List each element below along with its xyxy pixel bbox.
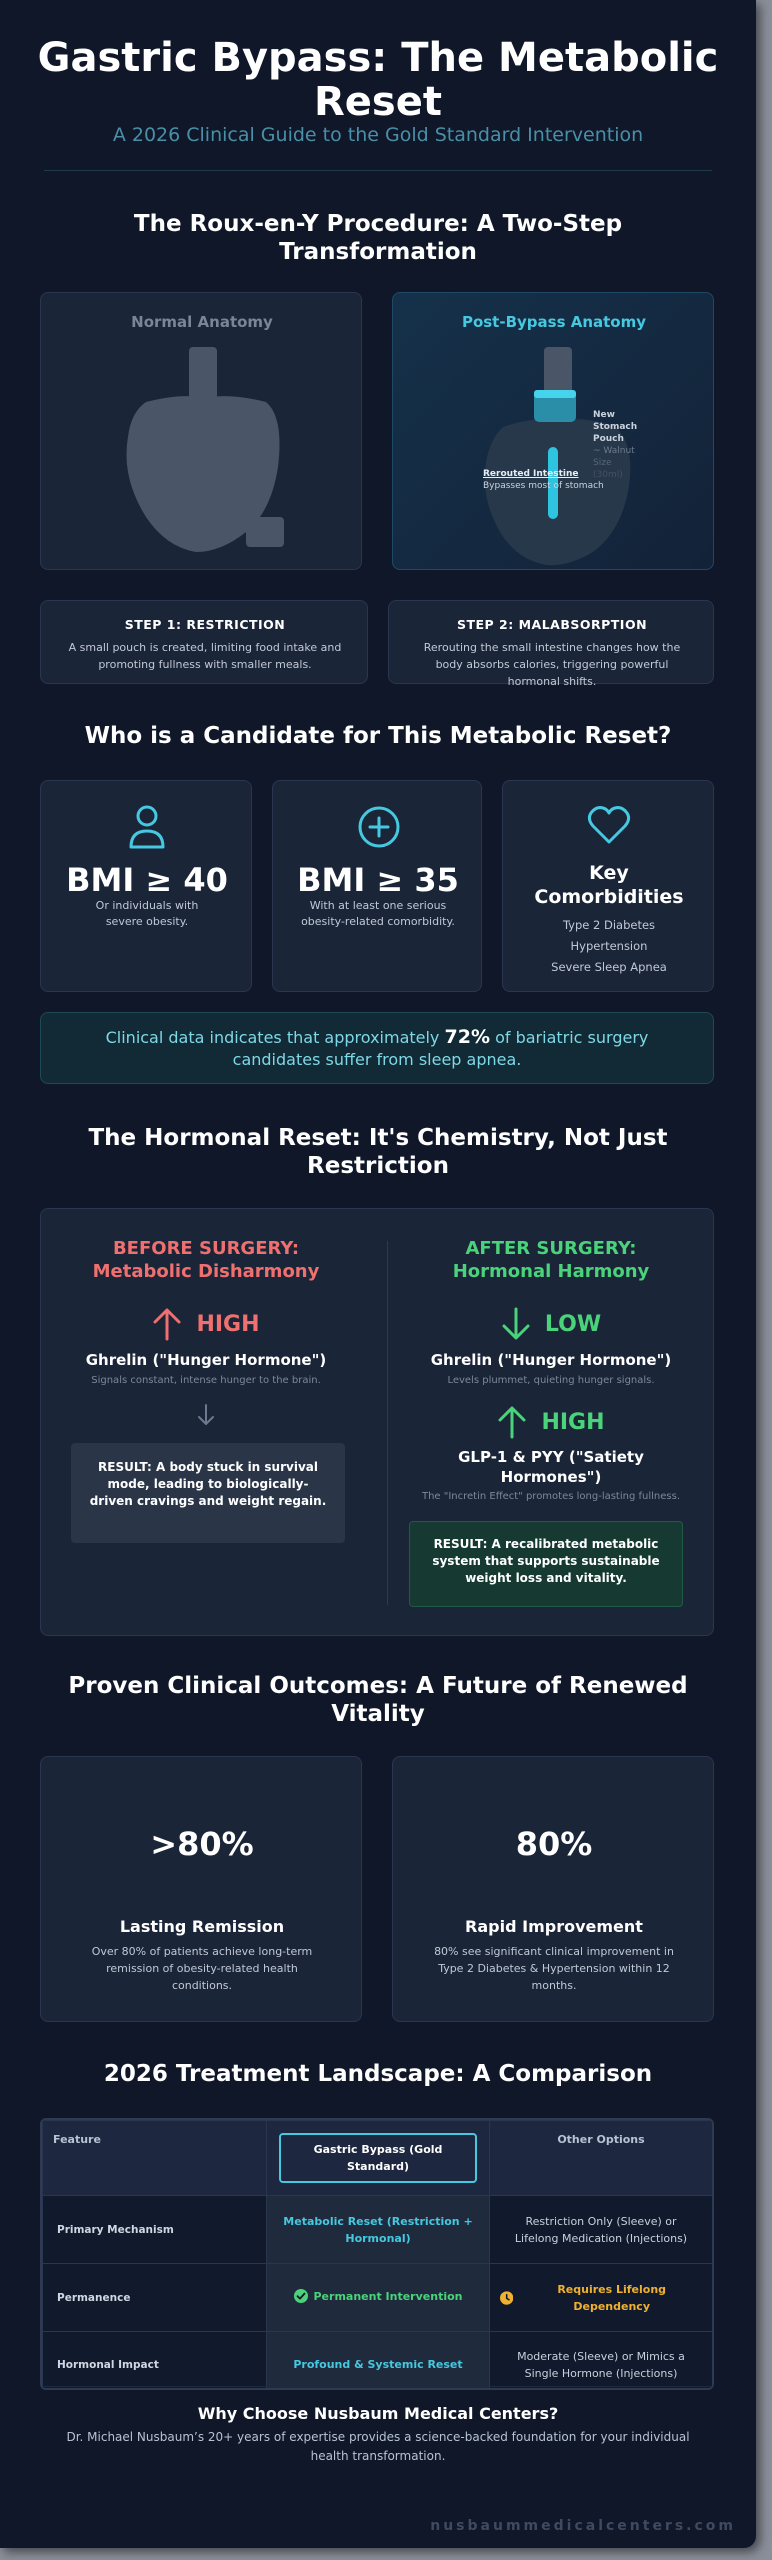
improvement-card [392,1756,714,2022]
before-title-1: BEFORE SURGERY: [112,1238,300,1259]
after-title-1: AFTER SURGERY: [465,1238,637,1259]
before-hormone: Ghrelin ("Hunger Hormone") [85,1351,327,1369]
remission-value: >80% [150,1825,254,1863]
footer-text: Dr. Michael Nusbaum’s 20+ years of expertise provides a science-backed foundation for your individual health transformation. [66,2430,690,2463]
footer-divider [44,2386,712,2387]
step1-card [40,600,368,684]
candidate-title: Who is a Candidate for This Metabolic Reset? [84,723,672,749]
pouch-note-1: ~ Walnut [593,446,635,456]
after-hormone-2-line-2: Hormones") [500,1468,602,1486]
title-line-2: Reset [314,79,442,125]
pouch-note-3: (30ml) [593,470,623,480]
after-hormone-2 [387,1447,715,1487]
comorbidity-item: Type 2 Diabetes [562,918,656,932]
outcomes-title [60,1672,696,1728]
post-bypass-label: Post-Bypass Anatomy [461,313,647,331]
comorbidity-item: Hypertension [570,939,648,953]
pouch-label-2: Stomach [593,422,638,432]
improvement-text: 80% see significant clinical improvement in Type 2 Diabetes & Hypertension within 12 months. [434,1945,674,1992]
header-bypass-label: Gastric Bypass (Gold Standard) [279,2133,477,2183]
procedure-title-line-1: The Roux-en-Y Procedure: A Two-Step [133,211,623,237]
stat-pre: Clinical data indicates that approximately [105,1027,440,1047]
arrow-down-icon [501,1307,531,1341]
after-level-2: HIGH [541,1409,605,1435]
row-other [490,2264,713,2332]
table-row [43,2332,713,2391]
pouch-note-2: Size [593,458,612,468]
after-title-2: Hormonal Harmony [452,1261,650,1282]
step2-text: Rerouting the small intestine changes how the body absorbs calories, triggering powerful hormonal shifts. [423,641,681,688]
normal-anatomy-label: Normal Anatomy [131,313,273,331]
hormonal-title [60,1124,696,1180]
arrow-up-icon [497,1405,527,1439]
stat-value: 72% [444,1025,490,1048]
remission-card [40,1756,362,2022]
improvement-title: Rapid Improvement [465,1917,643,1936]
page-subtitle: A 2026 Clinical Guide to the Gold Standard Intervention [112,124,644,146]
after-level-row-1 [387,1307,715,1341]
before-level-row [41,1307,371,1341]
comorbidities-title [503,861,715,909]
after-level-1: LOW [544,1311,602,1337]
comparison-title: 2026 Treatment Landscape: A Comparison [103,2061,653,2087]
table-header-row [43,2121,713,2196]
row-feature: Hormonal Impact [43,2332,267,2391]
comorbidity-item: Severe Sleep Apnea [551,960,667,974]
before-title [41,1237,371,1283]
bmi-40-text: Or individuals with severe obesity. [95,899,199,928]
after-level-row-2 [387,1405,715,1439]
bmi-35-value: BMI ≥ 35 [297,861,459,899]
post-bypass-anatomy-card [392,292,714,570]
before-note: Signals constant, intense hunger to the brain. [91,1375,321,1386]
normal-stomach-icon [116,347,296,557]
comorbidities-card [502,780,714,992]
hormonal-card [40,1208,714,1636]
footer-url: nusbaummedicalcenters.com [430,2518,736,2534]
row-feature: Permanence [43,2264,267,2332]
arrow-up-icon [152,1307,182,1341]
bmi-35-card [272,780,482,992]
sleep-apnea-stat-text [71,1026,683,1071]
after-note-1: Levels plummet, quieting hunger signals. [447,1375,655,1386]
pouch-label-3: Pouch [593,434,624,444]
row-other-text: Requires Lifelong Dependency [557,2282,667,2313]
comparison-table [40,2118,714,2390]
bmi-40-value: BMI ≥ 40 [66,861,228,899]
after-note-2: The "Incretin Effect" promotes long-lasting fullness. [421,1491,681,1502]
remission-title: Lasting Remission [119,1917,285,1936]
row-bypass [267,2264,490,2332]
bmi-35-text: With at least one serious obesity-related comorbidity. [301,899,455,928]
row-other: Restriction Only (Sleeve) or Lifelong Medication (Injections) [490,2196,713,2264]
outcomes-title-line-2: Vitality [331,1701,425,1727]
header-bypass [267,2121,490,2196]
before-level: HIGH [196,1311,260,1337]
comorbidities-title-2: Comorbidities [534,886,684,908]
stat-post: of bariatric surgery candidates suffer from sleep apnea. [232,1027,649,1069]
comorbidities-title-1: Key [589,862,629,884]
row-other-content [500,2281,702,2315]
footer-title: Why Choose Nusbaum Medical Centers? [197,2404,559,2423]
comorbidities-list [503,915,715,978]
sleep-apnea-stat [40,1012,714,1084]
step2-card [388,600,714,688]
after-hormone-1: Ghrelin ("Hunger Hormone") [430,1351,672,1369]
intestine-note: Bypasses most of stomach [483,481,604,491]
step1-title: STEP 1: RESTRICTION [124,617,286,632]
row-bypass-text: Permanent Intervention [313,2289,463,2303]
row-feature: Primary Mechanism [43,2196,267,2264]
clock-icon [500,2291,513,2305]
hormonal-title-line-1: The Hormonal Reset: It's Chemistry, Not Just [88,1125,668,1151]
procedure-title [60,210,696,266]
pouch-label-1: New [593,410,615,420]
after-hormone-2-line-1: GLP-1 & PYY ("Satiety [458,1448,644,1466]
table-row [43,2264,713,2332]
normal-anatomy-card [40,292,362,570]
header-other: Other Options [490,2121,713,2196]
plus-circle-icon [357,805,401,849]
improvement-value: 80% [515,1825,593,1863]
before-result: RESULT: A body stuck in survival mode, leading to biologically-driven cravings and weight regain. [71,1443,345,1543]
page-title [0,36,756,124]
table-row [43,2196,713,2264]
arrow-down-icon [196,1403,216,1427]
check-circle-icon [294,2289,308,2303]
bmi-40-card [40,780,252,992]
row-bypass: Metabolic Reset (Restriction + Hormonal) [267,2196,490,2264]
heart-icon [587,805,631,845]
outcomes-title-line-1: Proven Clinical Outcomes: A Future of Renewed [68,1673,688,1699]
hormonal-title-line-2: Restriction [307,1153,449,1179]
intestine-label: Rerouted Intestine [483,469,579,479]
title-line-1: Gastric Bypass: The Metabolic [37,35,719,81]
row-other: Moderate (Sleeve) or Mimics a Single Hormone (Injections) [490,2332,713,2391]
row-bypass-content [294,2289,463,2303]
remission-text: Over 80% of patients achieve long-term remission of obesity-related health conditions. [91,1945,313,1992]
step2-title: STEP 2: MALABSORPTION [456,617,648,632]
step1-text: A small pouch is created, limiting food intake and promoting fullness with smaller meals. [68,641,342,671]
header-feature: Feature [43,2121,267,2196]
after-result: RESULT: A recalibrated metabolic system that supports sustainable weight loss and vitality. [409,1521,683,1607]
after-title [387,1237,715,1283]
person-icon [127,805,167,849]
divider [44,170,712,171]
before-title-2: Metabolic Disharmony [92,1261,320,1282]
procedure-title-line-2: Transformation [279,239,477,265]
row-bypass: Profound & Systemic Reset [267,2332,490,2391]
